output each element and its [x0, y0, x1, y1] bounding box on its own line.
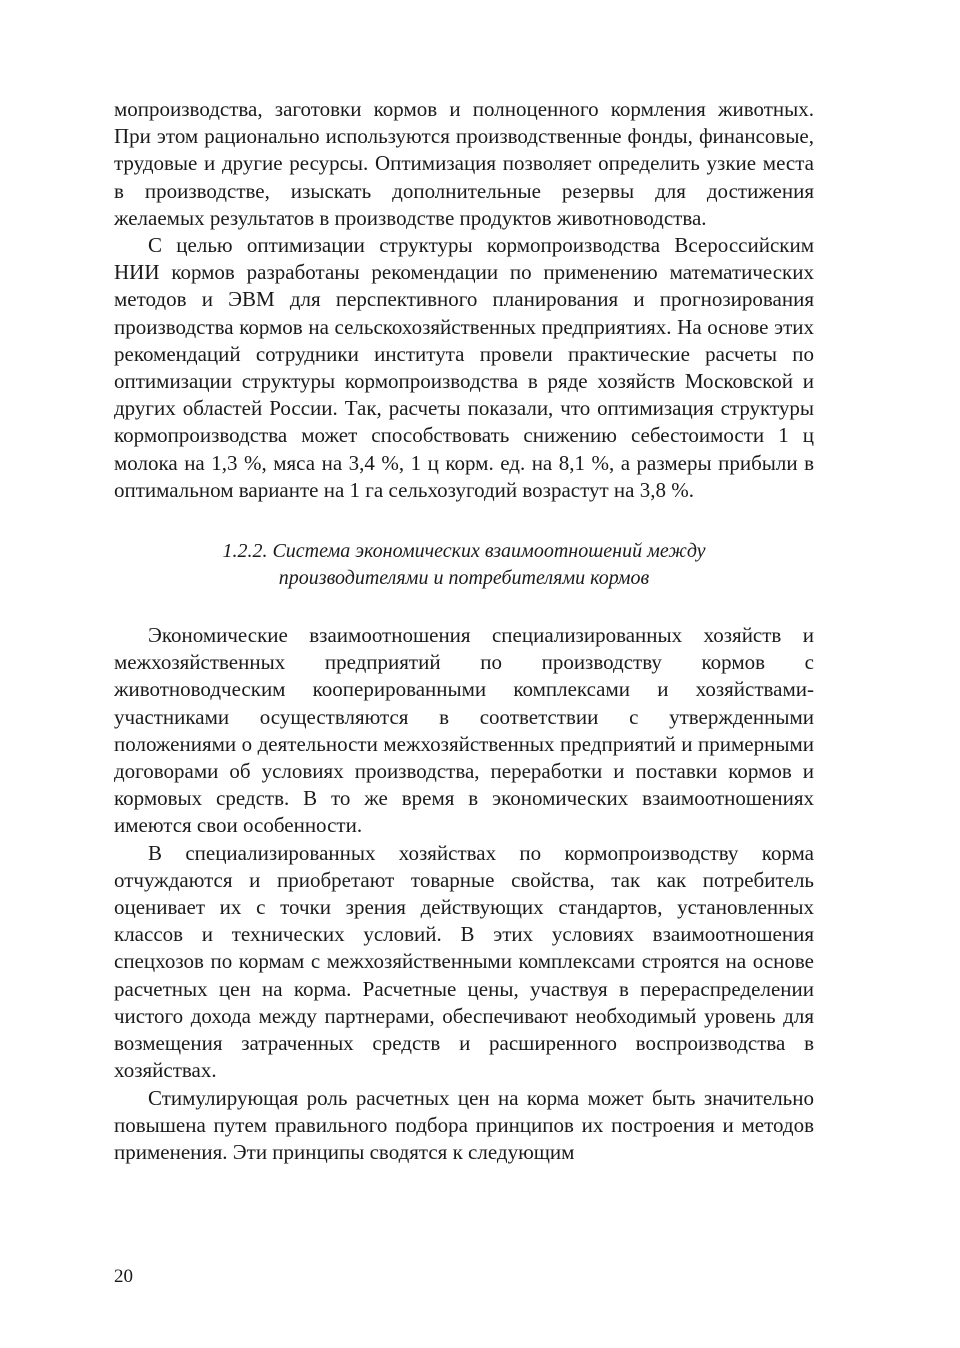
paragraph-specialized-farms: В специализированных хозяйствах по кормопроизводству корма отчуждаются и приобретают товарные свойства, так как потребитель оценивает их с точки зрения действующих стандартов, установленных классов и технических условий. В этих условиях взаимоотношения спецхозов по кормам с межхозяйственными комплексами строятся на основе расчетных цен на корма. Расчетные цены, участвуя в перераспределении чистого дохода между партнерами, обеспечивают необходимый уровень для возмещения затраченных средств и расширенного воспроизводства в хозяйствах.	[114, 840, 814, 1083]
section-heading-line-2: производителями и потребителями кормов	[278, 567, 650, 590]
page-body	[114, 96, 814, 1166]
page-number: 20	[114, 1266, 133, 1287]
paragraph-stimulating-role: Стимулирующая роль расчетных цен на корма может быть значительно повышена путем правильного подбора принципов их построения и методов применения. Эти принципы сводятся к следующим	[114, 1085, 814, 1164]
section-heading	[114, 538, 814, 592]
paragraph-economic-relations: Экономические взаимоотношения специализированных хозяйств и межхозяйственных предприятий по производству кормов с животноводческим кооперированными комплексами и хозяйствами-участниками осуществляются в соответствии с утвержденными положениями о деятельности межхозяйственных предприятий и примерными договорами об условиях производства, переработки и поставки кормов и кормовых средств. В то же время в экономических взаимоотношениях имеются свои особенности.	[114, 623, 814, 838]
section-heading-line-1: 1.2.2. Система экономических взаимоотношений между	[222, 540, 706, 563]
paragraph-continuation: мопроизводства, заготовки кормов и полноценного кормления животных. При этом рационально используются производственные фонды, финансовые, трудовые и другие ресурсы. Оптимизация позволяет определить узкие места в производстве, изыскать дополнительные резервы для достижения желаемых результатов в производстве продуктов животноводства.	[114, 97, 814, 230]
paragraph-optimization-research: С целью оптимизации структуры кормопроизводства Всероссийским НИИ кормов разработаны рекомендации по применению математических методов и ЭВМ для перспективного планирования и прогнозирования производства кормов на сельскохозяйственных предприятиях. На основе этих рекомендаций сотрудники института провели практические расчеты по оптимизации структуры кормопроизводства в ряде хозяйств Московской и других областей России. Так, расчеты показали, что оптимизация структуры кормопроизводства может способствовать снижению себестоимости 1 ц молока на 1,3 %, мяса на 3,4 %, 1 ц корм. ед. на 8,1 %, а размеры прибыли в оптимальном варианте на 1 га сельхозугодий возрастут на 3,8 %.	[114, 233, 814, 502]
